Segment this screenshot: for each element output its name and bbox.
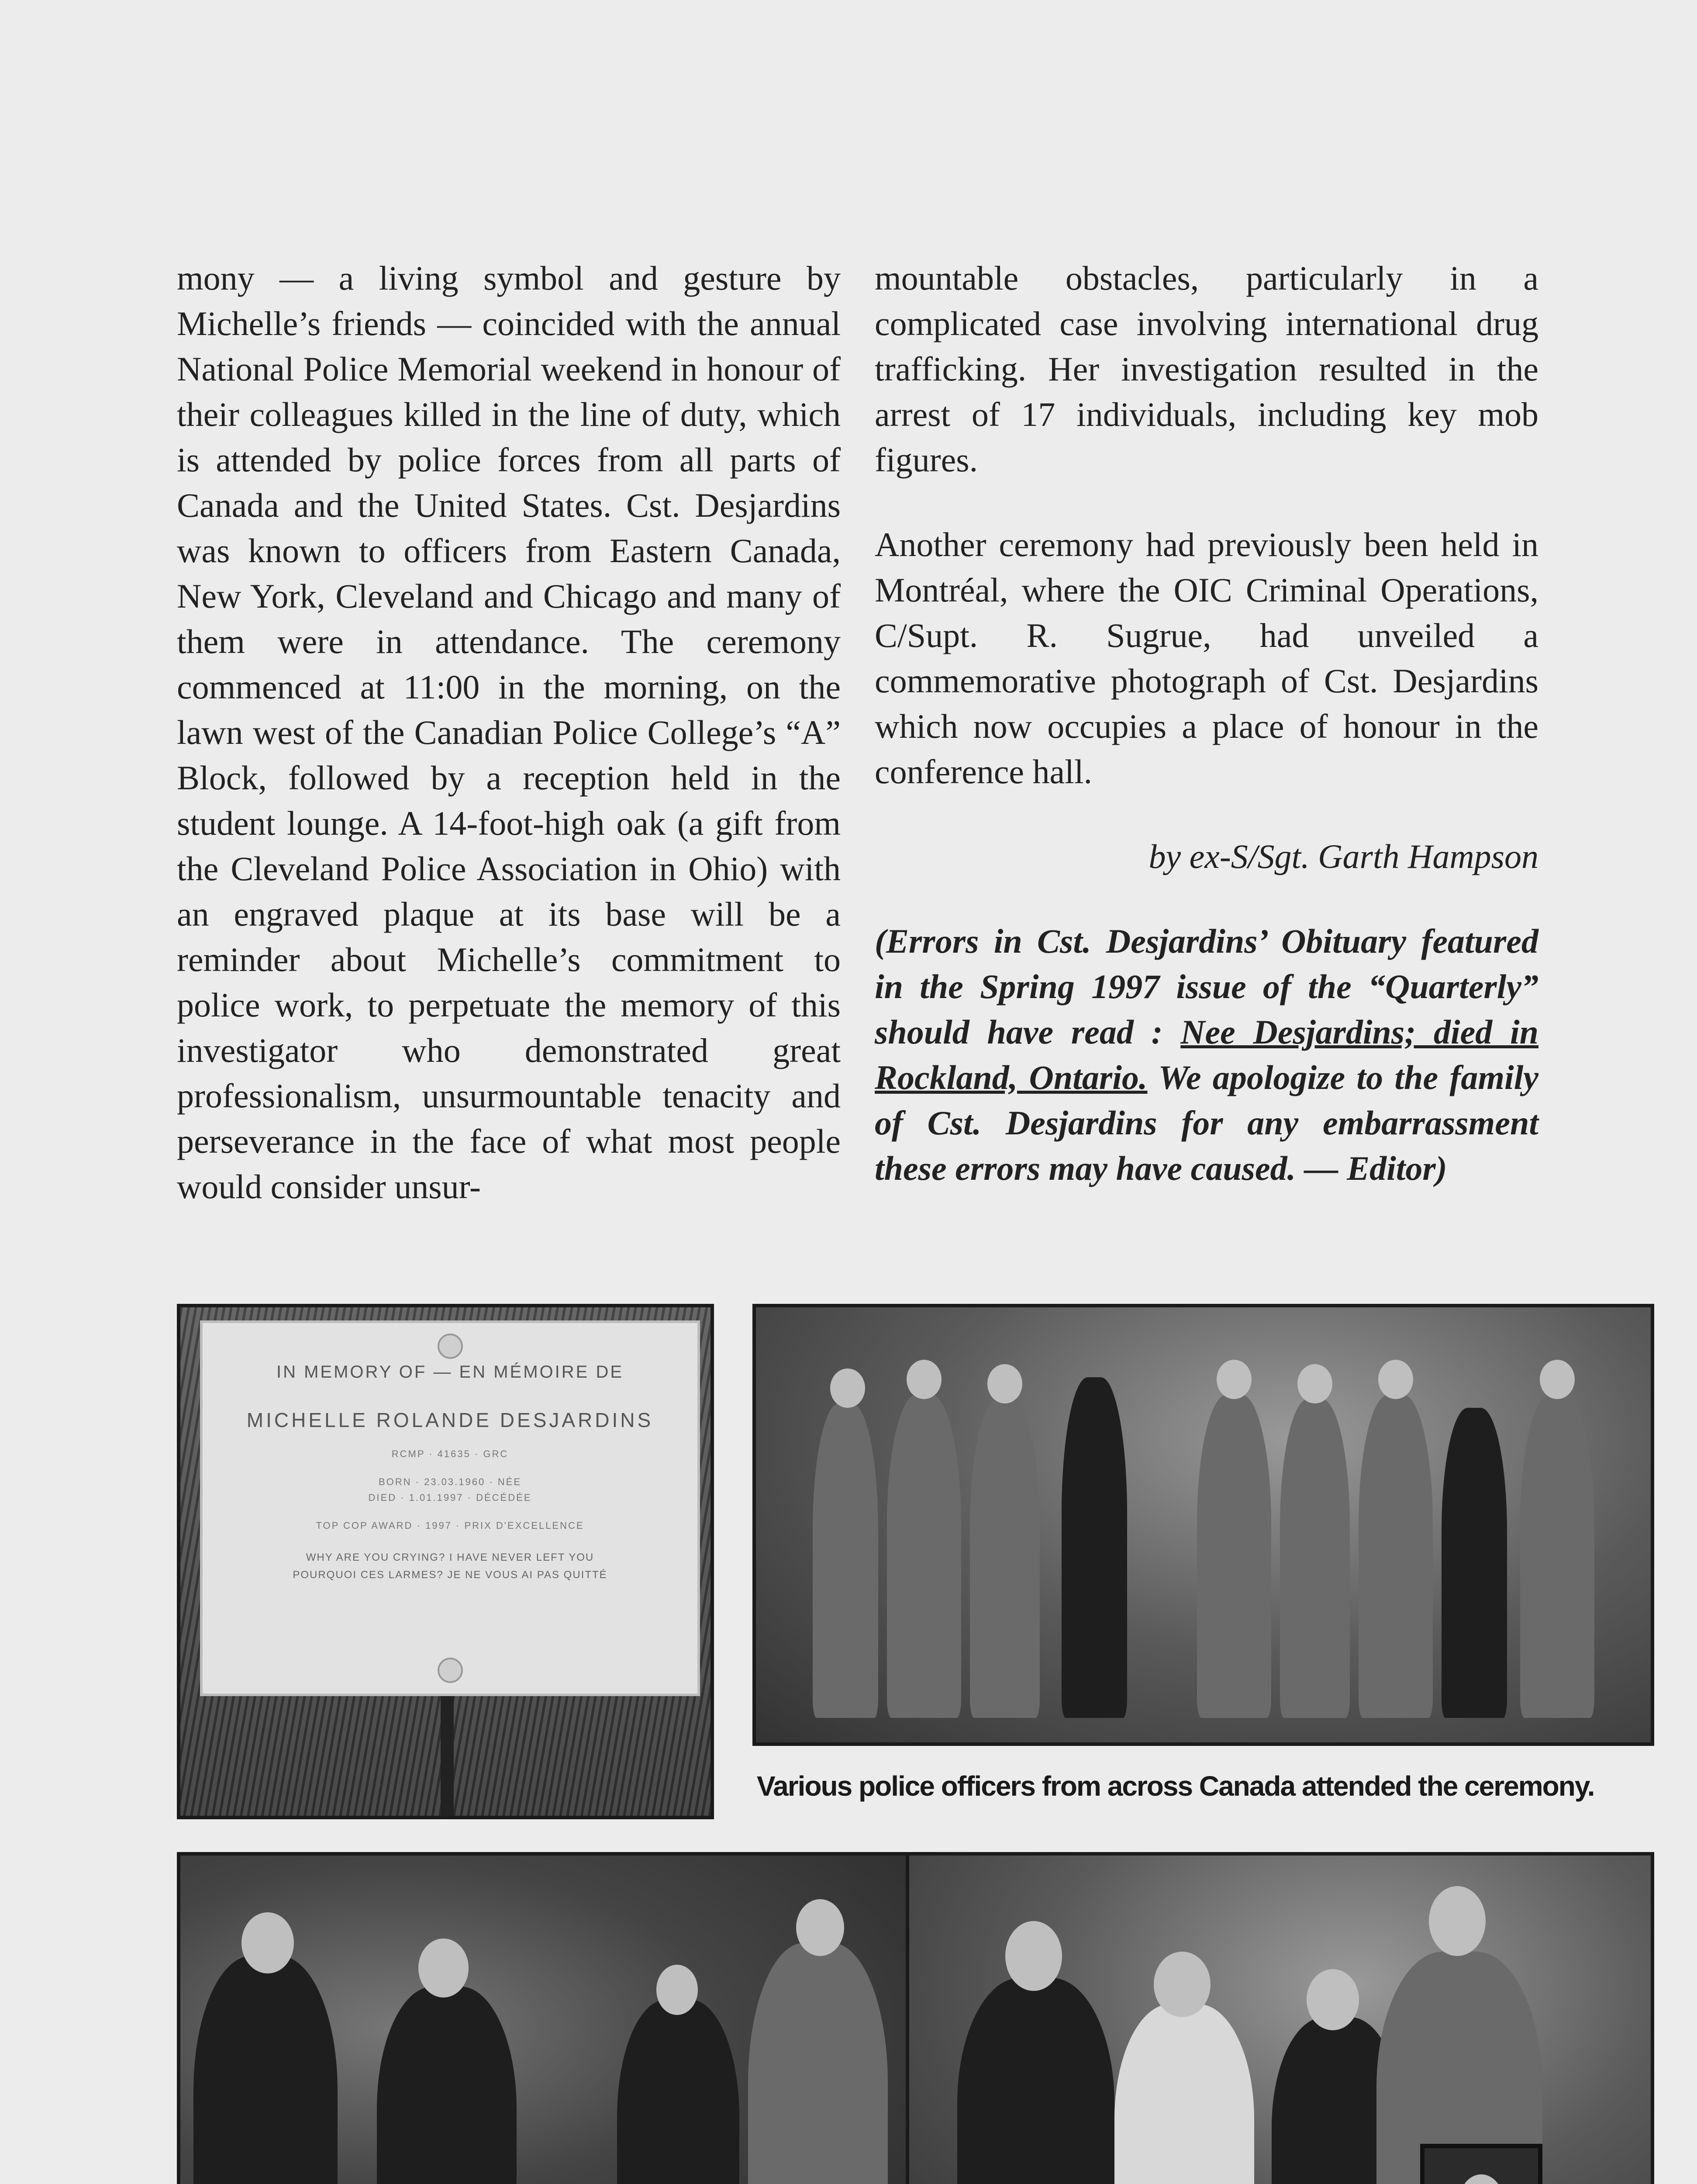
plaque-line-3: RCMP · 41635 · GRC	[391, 1448, 509, 1459]
plaque-line-1: IN MEMORY OF — EN MÉMOIRE DE	[276, 1362, 624, 1382]
officer-head	[1217, 1360, 1252, 1399]
officer-figure	[1062, 1377, 1127, 1718]
plaque-post	[441, 1696, 454, 1819]
person-figure	[377, 1987, 517, 2184]
officer-figure	[970, 1399, 1040, 1718]
plaque-bolt-icon	[438, 1334, 463, 1359]
ceremony-group-photo	[752, 1304, 1654, 1746]
person-head	[418, 1939, 469, 1997]
person-head	[1005, 1921, 1062, 1991]
left-column	[177, 256, 841, 1249]
right-paragraph-2: Another ceremony had previously been held in Montréal, where the OIC Criminal Operations, C/Supt. R. Sugrue, had unveiled a commemorative photograph of Cst. Desjardins which now occupies a place of honour in the conference hall.	[875, 525, 1538, 791]
editor-note-correction: Nee Desjardins; died in Rockland, Ontario.	[875, 1013, 1539, 1096]
editor-note-end: We apologize to the family of Cst. Desjardins for any embarrassment these errors may have caused. — Editor)	[875, 1058, 1539, 1187]
officer-figure	[887, 1395, 961, 1718]
person-head	[1429, 1886, 1486, 1956]
plaque-photo	[177, 1304, 714, 1819]
officer-figure	[1280, 1399, 1350, 1718]
person-figure	[193, 1956, 338, 2184]
officer-head	[987, 1364, 1022, 1403]
officer-head	[1297, 1364, 1332, 1403]
ceremony-caption: Various police officers from across Canada attended the ceremony.	[757, 1770, 1594, 1802]
plaque-line-2: MICHELLE ROLANDE DESJARDINS	[246, 1409, 654, 1431]
editor-note-start: (Errors in Cst. Desjardins’ Obituary featured in the Spring 1997 issue of the “Quarterly” should have read :	[875, 922, 1538, 1051]
officer-figure	[1442, 1408, 1507, 1718]
officer-head	[1378, 1360, 1413, 1399]
person-figure	[617, 2000, 739, 2184]
award-photo	[906, 1852, 1654, 2184]
officer-head	[1540, 1360, 1575, 1399]
person-figure	[1114, 2004, 1254, 2184]
officer-figure	[813, 1403, 878, 1718]
person-head	[796, 1899, 844, 1956]
plaque-line-7: WHY ARE YOU CRYING? I HAVE NEVER LEFT YOU	[306, 1552, 594, 1563]
officer-figure	[1197, 1395, 1271, 1718]
officer-figure	[1520, 1395, 1594, 1718]
person-figure	[748, 1943, 888, 2184]
person-head	[1307, 1969, 1359, 2030]
memorial-plaque	[200, 1320, 700, 1696]
person-head	[1154, 1952, 1211, 2017]
byline: by ex-S/Sgt. Garth Hampson	[1149, 837, 1538, 875]
right-paragraph-1: mountable obstacles, particularly in a complicated case involving international drug trafficking. Her investigation resulted in the arrest of 17 individuals, including key mob figures.	[875, 259, 1538, 479]
officer-head	[907, 1360, 942, 1399]
right-column	[875, 256, 1538, 1191]
plaque-bolt-icon	[438, 1658, 463, 1683]
person-head	[656, 1965, 698, 2015]
person-figure	[957, 1978, 1114, 2184]
award-portrait-frame	[1420, 2144, 1542, 2184]
plaque-line-5: DIED · 1.01.1997 · DÉCÉDÉE	[368, 1492, 532, 1503]
plaque-line-6: TOP COP AWARD · 1997 · PRIX D'EXCELLENCE	[316, 1520, 584, 1531]
portrait-head	[1459, 2174, 1503, 2184]
officer-figure	[1359, 1395, 1433, 1718]
family-photo	[177, 1852, 909, 2184]
left-paragraph: mony — a living symbol and gesture by Michelle’s friends — coincided with the annual National Police Memorial weekend in honour of their colleagues killed in the line of duty, which is attended by police forces from all parts of Canada and the United States. Cst. Desjardins was known to officers from Eastern Canada, New York, Cleveland and Chicago and many of them were in attendance. The ceremony commenced at 11:00 in the morning, on the lawn west of the Canadian Police College’s “A” Block, followed by a reception held in the student lounge. A 14-foot-high oak (a gift from the Cleveland Police Association in Ohio) with an engraved plaque at its base will be a reminder about Michelle’s commitment to police work, to perpetuate the memory of this investigator who demonstrated great professionalism, unsurmountable tenacity and perseverance in the face of what most people would consider unsur-	[177, 259, 841, 1206]
person-head	[241, 1912, 294, 1973]
editor-note	[875, 919, 1538, 1191]
plaque-line-4: BORN · 23.03.1960 · NÉE	[378, 1476, 521, 1487]
plaque-line-8: POURQUOI CES LARMES? JE NE VOUS AI PAS QUITTÉ	[293, 1569, 607, 1581]
officer-head	[830, 1368, 865, 1408]
